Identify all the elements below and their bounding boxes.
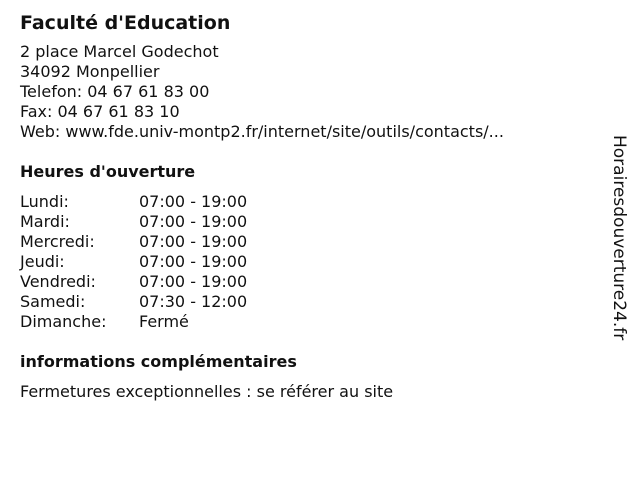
additional-info-text: Fermetures exceptionnelles : se référer au site [20, 382, 394, 401]
place-name: Faculté d'Education [20, 12, 231, 34]
hours-row-sunday [20, 312, 600, 332]
time-value: 07:00 - 19:00 [139, 192, 248, 211]
site-watermark: Horairesdouverture24.fr [609, 135, 629, 341]
time-value: 07:00 - 19:00 [139, 272, 248, 291]
hours-row-monday [20, 192, 600, 212]
day-label: Jeudi: [20, 252, 65, 271]
address-block [20, 42, 600, 142]
fax-number: Fax: 04 67 61 83 10 [20, 102, 180, 121]
opening-hours-card [20, 10, 600, 402]
day-label: Mardi: [20, 212, 70, 231]
hours-row-tuesday [20, 212, 600, 232]
time-value: 07:00 - 19:00 [139, 212, 248, 231]
day-label: Vendredi: [20, 272, 96, 291]
day-label: Samedi: [20, 292, 86, 311]
street-address: 2 place Marcel Godechot [20, 42, 219, 61]
postal-city: 34092 Monpellier [20, 62, 160, 81]
hours-row-friday [20, 272, 600, 292]
day-label: Mercredi: [20, 232, 95, 251]
time-value: 07:00 - 19:00 [139, 232, 248, 251]
hours-row-saturday [20, 292, 600, 312]
phone-number: Telefon: 04 67 61 83 00 [20, 82, 210, 101]
hours-row-thursday [20, 252, 600, 272]
time-value: 07:00 - 19:00 [139, 252, 248, 271]
opening-hours-table [20, 192, 600, 332]
hours-row-wednesday [20, 232, 600, 252]
additional-info-heading: informations complémentaires [20, 352, 297, 371]
opening-hours-heading: Heures d'ouverture [20, 162, 196, 181]
website-link[interactable]: Web: www.fde.univ-montp2.fr/internet/site/outils/contacts/... [20, 122, 504, 141]
day-label: Dimanche: [20, 312, 107, 331]
day-label: Lundi: [20, 192, 69, 211]
time-value: 07:30 - 12:00 [139, 292, 248, 311]
time-value: Fermé [139, 312, 189, 331]
